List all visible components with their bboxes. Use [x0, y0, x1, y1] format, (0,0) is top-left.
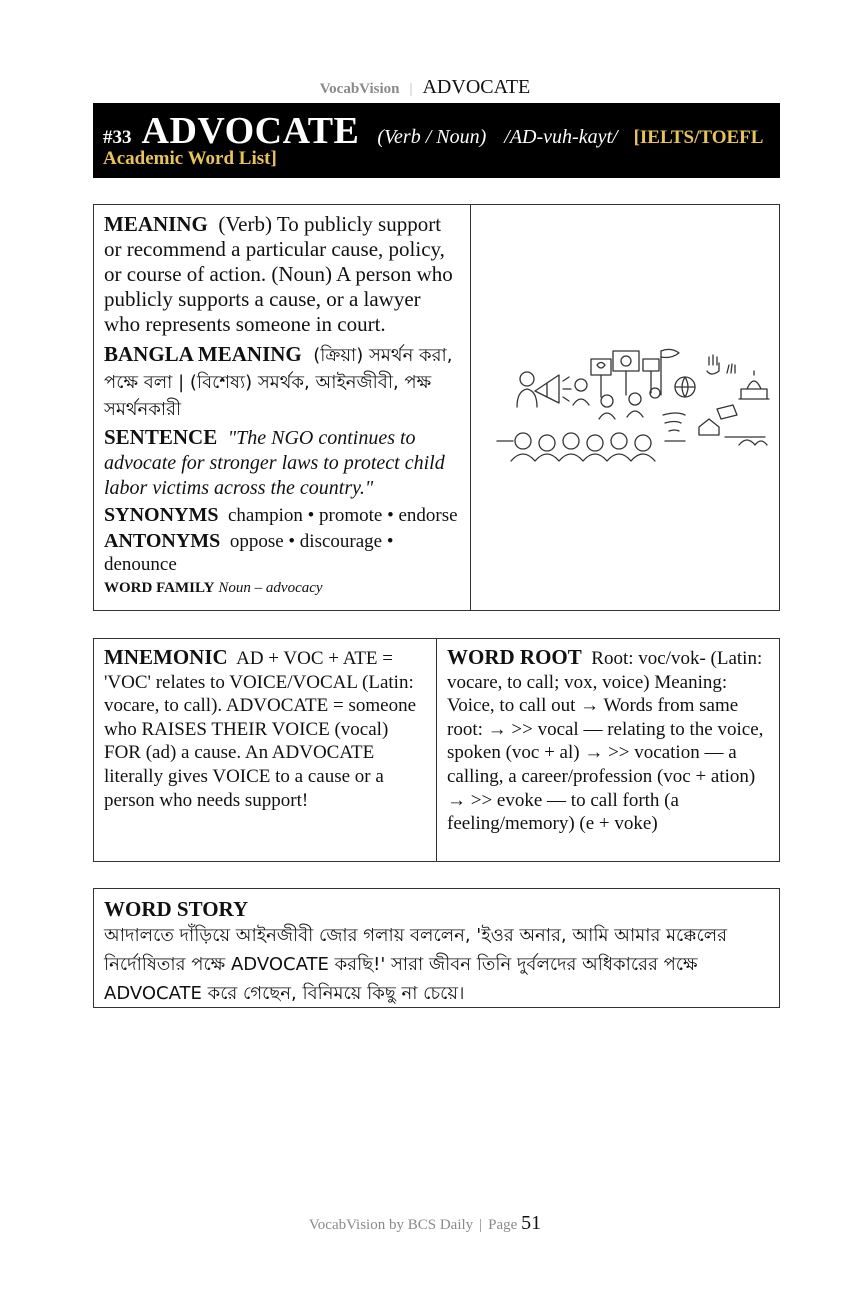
sentence-text: "The NGO continues to advocate for stronger laws to protect child labor victims across the country." — [104, 427, 445, 499]
synonyms-paragraph — [104, 504, 460, 527]
footer-page-label: Page — [488, 1217, 518, 1233]
header-brand: VocabVision — [319, 81, 400, 97]
word-family-label: WORD FAMILY — [104, 580, 215, 596]
bangla-text: (ক্রিয়া) সমর্থন করা, পক্ষে বলা | (বিশেষ্য) সমর্থক, আইনজীবী, পক্ষ সমর্থনকারী — [104, 345, 453, 420]
antonyms-paragraph — [104, 530, 460, 576]
mnemonic-root-box — [93, 638, 780, 862]
definition-text-column — [94, 205, 471, 610]
header-word: ADVOCATE — [422, 76, 531, 98]
running-header — [0, 76, 850, 99]
entry-word: ADVOCATE — [141, 110, 360, 152]
word-family-text: Noun – advocacy — [218, 580, 323, 596]
word-root-column — [437, 639, 779, 861]
entry-number: #33 — [103, 127, 132, 148]
entry-title-bar — [93, 103, 780, 178]
header-separator: | — [409, 81, 413, 97]
page-number: 51 — [521, 1212, 542, 1234]
entry-tag-continued: Academic Word List] — [103, 148, 277, 169]
antonyms-text: oppose • discourage • denounce — [104, 531, 394, 575]
entry-pronunciation: /AD-vuh-kayt/ — [504, 126, 618, 148]
illustration-column — [471, 205, 779, 610]
mnemonic-text: AD + VOC + ATE = 'VOC' relates to VOICE/VOCAL (Latin: vocare, to call). ADVOCATE = someone who RAISES THEIR VOICE (vocal) FOR (ad) a cause. An ADVOCATE literally gives VOICE to a cause or a person who needs support! — [104, 648, 416, 811]
bangla-paragraph — [104, 341, 460, 423]
definition-box — [93, 204, 780, 611]
meaning-label: MEANING — [104, 212, 208, 236]
meaning-paragraph — [104, 212, 460, 337]
meaning-text: (Verb) To publicly support or recommend a particular cause, policy, or course of action. (Noun) A person who publicly supports a cause, or a lawyer who represents someone in court. — [104, 212, 453, 336]
word-story-text: আদালতে দাঁড়িয়ে আইনজীবী জোর গলায় বললেন, 'ইওর অনার, আমি আমার মক্কেলের নির্দোষিতার পক্ষে ADVOCATE করছি!' সারা জীবন তিনি দুর্বলদের অধিকারের পক্ষে ADVOCATE করে গেছেন, বিনিময়ে কিছু না চেয়ে। — [104, 925, 728, 1004]
footer-text: VocabVision by BCS Daily — [308, 1217, 474, 1233]
page-footer — [0, 1212, 850, 1235]
word-family-paragraph — [104, 579, 460, 597]
entry-tag: [IELTS/TOEFL — [633, 127, 764, 148]
sentence-label: SENTENCE — [104, 425, 218, 449]
entry-part-of-speech: (Verb / Noun) — [377, 126, 487, 148]
word-root-text: Root: voc/vok- (Latin: vocare, to call; vox, voice) Meaning: Voice, to call out → Words from same root: → >> vocal — relating to the voice, spoken (voc + al) → >> vocation — a calling, a career/profession (voc + ation) → >> evoke — to call forth (a feeling/memory) (e + voke) — [447, 648, 764, 835]
mnemonic-label: MNEMONIC — [104, 645, 228, 669]
antonyms-label: ANTONYMS — [104, 530, 221, 552]
synonyms-text: champion • promote • endorse — [227, 505, 458, 526]
word-story-label: WORD STORY — [104, 897, 249, 921]
word-story-box — [93, 888, 780, 1008]
synonyms-label: SYNONYMS — [104, 504, 219, 526]
footer-separator: | — [479, 1217, 483, 1233]
word-root-label: WORD ROOT — [447, 645, 582, 669]
bangla-label: BANGLA MEANING — [104, 342, 302, 366]
mnemonic-column — [94, 639, 437, 861]
advocacy-rally-illustration — [495, 345, 775, 465]
sentence-paragraph — [104, 425, 460, 500]
